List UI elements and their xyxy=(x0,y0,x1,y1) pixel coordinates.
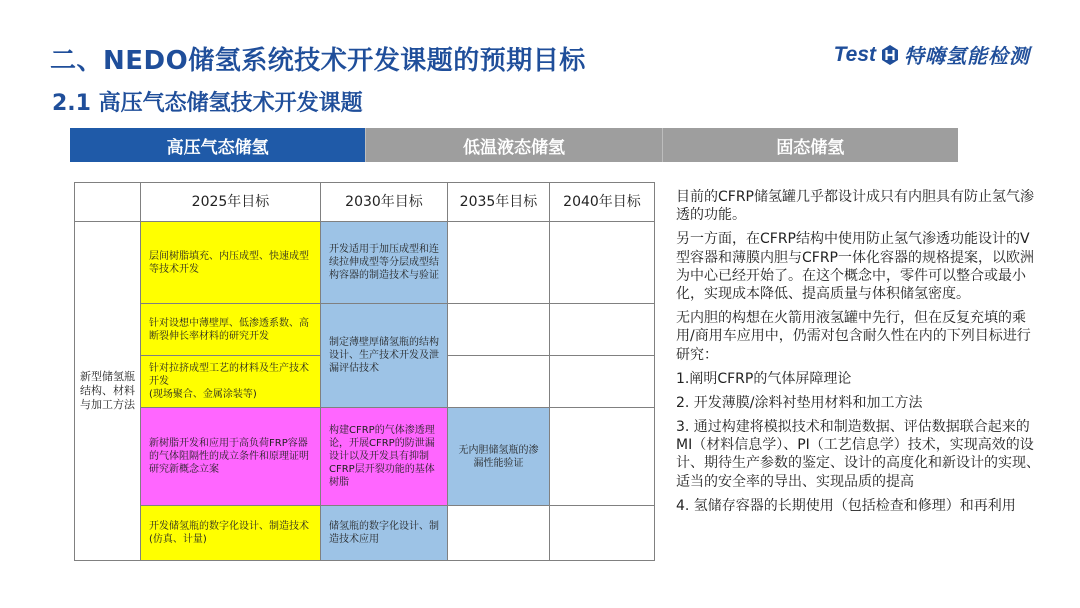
column-header-2040: 2040年目标 xyxy=(550,183,655,222)
column-header-blank xyxy=(75,183,141,222)
storage-type-tabs xyxy=(70,128,958,162)
column-header-2035: 2035年目标 xyxy=(448,183,550,222)
logo-brand-name: 特嗨氢能检测 xyxy=(904,44,1030,68)
hydrogen-logo-icon xyxy=(880,44,900,66)
note-item: 2. 开发薄膜/涂料衬垫用材料和加工方法 xyxy=(676,394,923,411)
column-header-2030: 2030年目标 xyxy=(321,183,448,222)
section-subtitle: 2.1 高压气态储氢技术开发课题 xyxy=(52,91,363,116)
goal-cell-2030: 制定薄壁厚储氢瓶的结构设计、生产技术开发及泄漏评估技术 xyxy=(321,304,448,408)
note-item: 4. 氢储存容器的长期使用（包括检查和修理）和再利用 xyxy=(676,497,1016,514)
column-header-2025: 2025年目标 xyxy=(141,183,321,222)
goal-cell-2025: 新树脂开发和应用于高负荷FRP容器的气体阻隔性的成立条件和原理证明研究新概念立案 xyxy=(141,408,321,506)
goal-cell-2025: 针对设想中薄壁厚、低渗透系数、高断裂伸长率材料的研究开发 xyxy=(141,304,321,356)
logo-test-text: Test xyxy=(833,42,876,66)
empty-cell xyxy=(448,506,550,561)
goal-cell-2025: 开发储氢瓶的数字化设计、制造技术 (仿真、计量) xyxy=(141,506,321,561)
goal-cell-2030: 储氢瓶的数字化设计、制造技术应用 xyxy=(321,506,448,561)
note-paragraph: 目前的CFRP储氢罐几乎都设计成只有内胆具有防止氢气渗透的功能。 xyxy=(676,189,1034,224)
empty-cell xyxy=(550,304,655,356)
tab-solid-state[interactable]: 固态储氢 xyxy=(662,128,958,162)
goal-cell-2025: 层间树脂填充、内压成型、快速成型等技术开发 xyxy=(141,222,321,304)
row-header: 新型储氢瓶结构、材料与加工方法 xyxy=(75,222,141,561)
empty-cell xyxy=(448,356,550,408)
empty-cell xyxy=(448,304,550,356)
note-item: 1.阐明CFRP的气体屏障理论 xyxy=(676,370,852,387)
goal-cell-2035: 无内胆储氢瓶的渗漏性能验证 xyxy=(448,408,550,506)
note-paragraph: 无内胆的构想在火箭用液氢罐中先行，但在反复充填的乘用/商用车应用中，仍需对包含耐久性在内的下列目标进行研究： xyxy=(676,310,1031,363)
table-row xyxy=(75,304,655,356)
brand-logo xyxy=(834,40,1030,69)
note-paragraph: 另一方面，在CFRP结构中使用防止氢气渗透功能设计的Ⅴ型容器和薄膜内胆与CFRP一体化容器的规格提案，以欧洲为中心已经开始了。在这个概念中，零件可以整合或最小化，实现成本降低、提高质量与体积储氢密度。 xyxy=(676,231,1034,302)
empty-cell xyxy=(550,506,655,561)
page-title: 二、NEDO储氢系统技术开发课题的预期目标 xyxy=(50,46,586,76)
table-header-row xyxy=(75,183,655,222)
empty-cell xyxy=(550,356,655,408)
empty-cell xyxy=(550,222,655,304)
empty-cell xyxy=(448,222,550,304)
note-item: 3. 通过构建将模拟技术和制造数据、评估数据联合起来的MI（材料信息学）、PI（工艺信息学）技术，实现高效的设计、期待生产参数的鉴定、设计的高度化和新设计的实现、适当的安全率的导出、实现品质的提高 xyxy=(676,419,1040,490)
goal-cell-2025: 针对拉挤成型工艺的材料及生产技术开发 (现场聚合、金属涂装等) xyxy=(141,356,321,408)
goal-cell-2030: 开发适用于加压成型和连续拉伸成型等分层成型结构容器的制造技术与验证 xyxy=(321,222,448,304)
empty-cell xyxy=(550,408,655,506)
table-row xyxy=(75,506,655,561)
goals-table xyxy=(74,182,655,561)
table-row xyxy=(75,222,655,304)
table-row xyxy=(75,408,655,506)
notes-panel xyxy=(676,188,1040,521)
tab-high-pressure-gas[interactable]: 高压气态储氢 xyxy=(70,128,365,162)
goal-cell-2030: 构建CFRP的气体渗透理论，开展CFRP的防泄漏设计以及开发具有抑制CFRP层开裂功能的基体树脂 xyxy=(321,408,448,506)
tab-low-temp-liquid[interactable]: 低温液态储氢 xyxy=(365,128,661,162)
